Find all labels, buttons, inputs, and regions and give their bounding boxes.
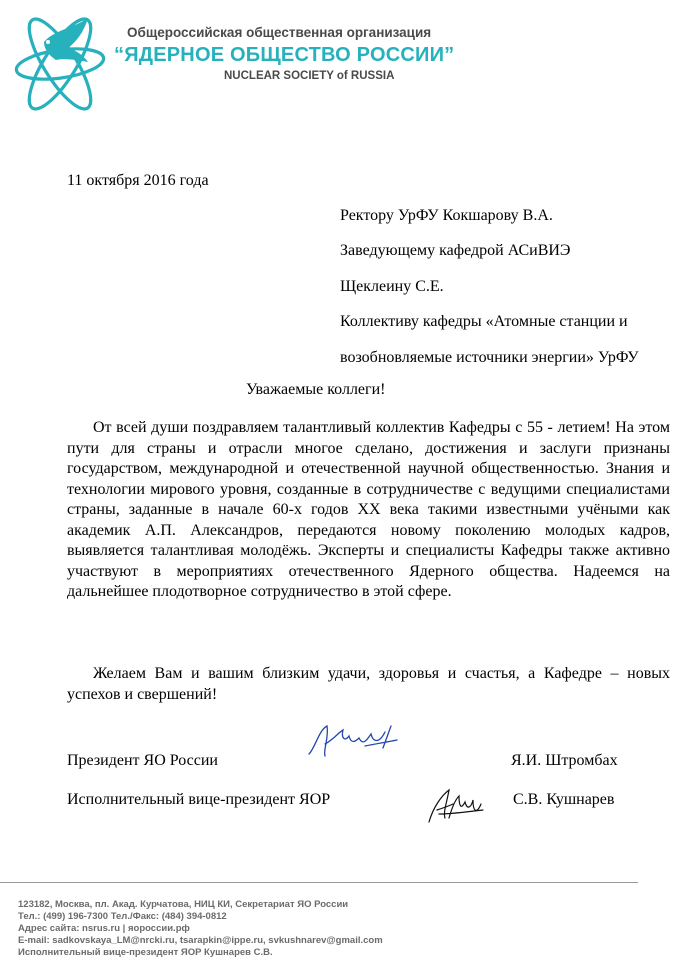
footer-executive: Исполнительный вице-президент ЯОР Кушнарев С.В. (18, 947, 273, 958)
greeting: Уважаемые коллеги! (246, 381, 386, 398)
signatory-title: Президент ЯО России (67, 752, 218, 769)
signatory-title: Исполнительный вице-президент ЯОР (67, 791, 331, 808)
signatory-name: Я.И. Штромбах (511, 752, 618, 769)
signatory-name: С.В. Кушнарев (513, 791, 615, 808)
addressee-line: Коллективу кафедры «Атомные станции и (340, 313, 628, 330)
footer-address: 123182, Москва, пл. Акад. Курчатова, НИЦ КИ, Секретариат ЯО России (18, 899, 349, 910)
addressee-line: возобновляемые источники энергии» УрФУ (340, 349, 639, 366)
org-name: “ЯДЕРНОЕ ОБЩЕСТВО РОССИИ” (114, 44, 455, 66)
body-paragraph: От всей души поздравляем талантливый коллектив Кафедры с 55 - летием! На этом пути для страны и отрасли многое сделано, достижения и заслуги признаны государством, международной и отечественной научной общественностью. Знания и технологии мирового уровня, созданные в сотрудничестве с ведущими специалистами страны, заданные в начале 60-х годов XX века такими известными учёными как академик А.П. Александров, передаются новому поколению молодых кадров, выявляется талантливая молодёжь. Эксперты и специалисты Кафедры также активно участвуют в мероприятиях отечественного Ядерного общества. Надеемся на дальнейшее плодотворное сотрудничество в этой сфере. (67, 419, 670, 600)
addressee-line: Ректору УрФУ Кокшарову В.А. (340, 207, 553, 224)
footer-phone: Тел.: (499) 196-7300 Тел./Факс: (484) 394-0812 (18, 911, 227, 922)
org-subtitle: Общероссийская общественная организация (127, 25, 432, 40)
footer-email: E-mail: sadkovskaya_LM@nrcki.ru, tsarapkin@ippe.ru, svkushnarev@gmail.com (18, 935, 383, 946)
signature-president-icon (305, 718, 400, 762)
org-name-english: NUCLEAR SOCIETY of RUSSIA (224, 70, 395, 82)
footer-website: Адрес сайта: nsrus.ru | яороссии.рф (18, 923, 190, 934)
footer-divider (0, 882, 638, 883)
body-paragraph: Желаем Вам и вашим близким удачи, здоровья и счастья, а Кафедре – новых успехов и свершений! (67, 665, 670, 703)
addressee-line: Щеклеину С.Е. (340, 278, 444, 295)
signature-vice-president-icon (425, 784, 487, 828)
addressee-line: Заведующему кафедрой АСиВИЭ (340, 242, 571, 259)
atom-dove-logo-icon (14, 4, 106, 122)
letter-date: 11 октября 2016 года (67, 172, 209, 189)
footer-contacts (18, 899, 383, 959)
